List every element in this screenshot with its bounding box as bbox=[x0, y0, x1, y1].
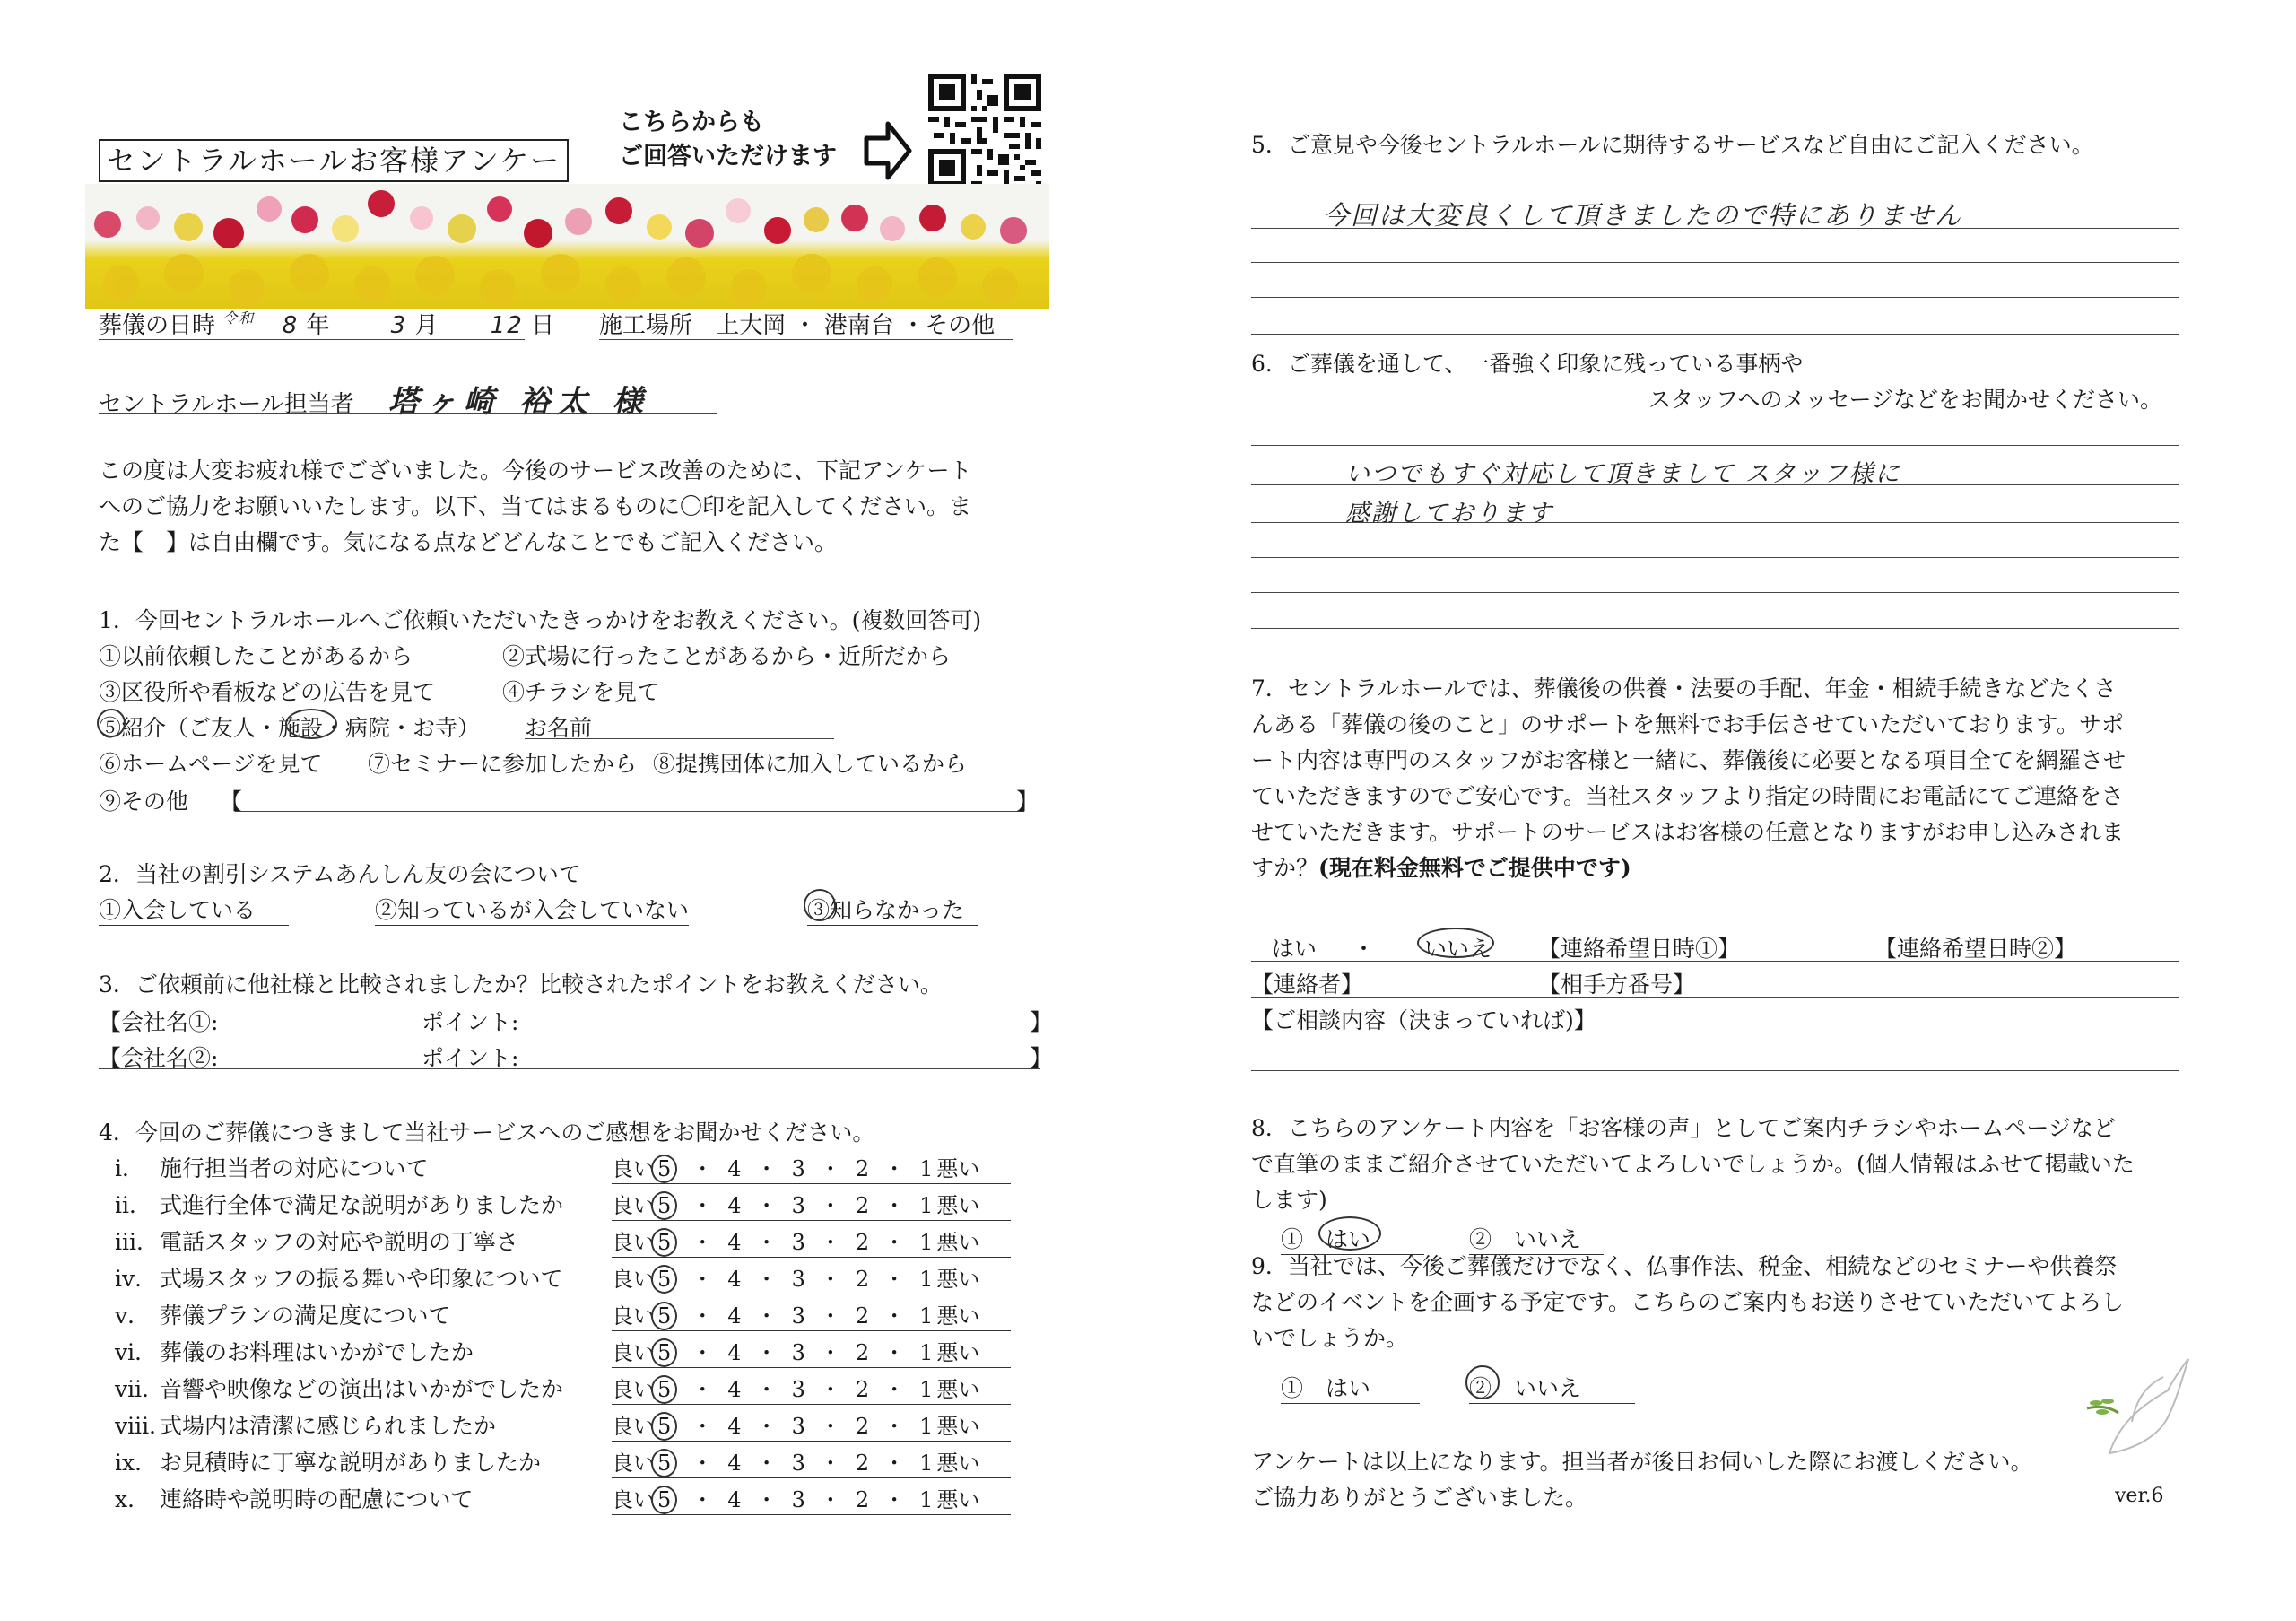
rating-option-1[interactable]: 1 bbox=[919, 1377, 934, 1402]
funeral-date-month[interactable]: 3 bbox=[390, 312, 408, 339]
q9-line: 9．当社では、今後ご葬儀だけでなく、仏事作法、税金、相続などのセミナーや供養祭 bbox=[1251, 1253, 2118, 1279]
rating-separator: ・ bbox=[755, 1377, 778, 1402]
q4-rating-scale bbox=[612, 1151, 1011, 1184]
rating-option-4[interactable]: 4 bbox=[727, 1414, 742, 1439]
rating-separator: ・ bbox=[691, 1451, 714, 1476]
intro-line: この度は大変お疲れ様でございました。今後のサービス改善のために、下記アンケート bbox=[99, 458, 972, 484]
rating-option-2[interactable]: 2 bbox=[855, 1340, 870, 1365]
q7-line: ート内容は専門のスタッフがお客様と一緒に、葬儀後に必要となる項目全てを網羅させ bbox=[1251, 747, 2126, 773]
q2-option-3[interactable]: ③知らなかった bbox=[807, 893, 978, 926]
arrow-right-icon bbox=[863, 118, 913, 183]
rating-bad-label: 悪い bbox=[936, 1414, 980, 1439]
q7-text bbox=[1251, 671, 2126, 886]
rating-option-1[interactable]: 1 bbox=[919, 1303, 934, 1329]
funeral-date-day[interactable]: 12 bbox=[490, 312, 524, 339]
rating-separator: ・ bbox=[883, 1193, 906, 1218]
rating-option-3[interactable]: 3 bbox=[791, 1267, 805, 1292]
venue-options[interactable]: 上大岡 ・ 港南台 ・その他 bbox=[716, 312, 996, 339]
q7-consult[interactable]: 【ご相談内容（決まっていれば)】 bbox=[1251, 1007, 1596, 1033]
rating-separator: ・ bbox=[755, 1193, 778, 1218]
q4-item-number: iii． bbox=[115, 1229, 159, 1255]
rating-separator: ・ bbox=[819, 1193, 841, 1218]
rating-good-label: 良い bbox=[612, 1340, 655, 1365]
rating-option-1[interactable]: 1 bbox=[919, 1340, 934, 1365]
rating-separator: ・ bbox=[755, 1487, 778, 1512]
rating-separator: ・ bbox=[691, 1193, 714, 1218]
q4-item-text: 施行担当者の対応について bbox=[160, 1155, 429, 1181]
q4-rating-scale bbox=[612, 1261, 1011, 1294]
q6-answer-line-1[interactable]: いつでもすぐ対応して頂きまして スタッフ様に bbox=[1345, 460, 1901, 488]
rating-separator: ・ bbox=[755, 1451, 778, 1476]
q8-line: 8．こちらのアンケート内容を「お客様の声」としてご案内チラシやホームページなど bbox=[1251, 1115, 2116, 1141]
closing-line-1: アンケートは以上になります。担当者が後日お伺いした際にお渡しください。 bbox=[1251, 1449, 2033, 1475]
q4-rating-scale bbox=[612, 1224, 1011, 1258]
rating-option-2[interactable]: 2 bbox=[855, 1451, 870, 1476]
closing-line-2: ご協力ありがとうございました。 bbox=[1251, 1485, 1588, 1511]
q4-item-number: ii． bbox=[115, 1192, 152, 1218]
rating-separator: ・ bbox=[691, 1487, 714, 1512]
rating-option-3[interactable]: 3 bbox=[791, 1340, 805, 1365]
q4-item-text: 音響や映像などの演出はいかがでしたか bbox=[160, 1376, 564, 1402]
q3-point-2[interactable]: ポイント: bbox=[422, 1045, 519, 1071]
q5-title: 5．ご意見や今後セントラルホールに期待するサービスなど自由にご記入ください。 bbox=[1251, 132, 2094, 158]
rating-good-label: 良い bbox=[612, 1451, 655, 1476]
rating-separator: ・ bbox=[819, 1414, 841, 1439]
rating-option-4[interactable]: 4 bbox=[727, 1451, 742, 1476]
q8-line: します) bbox=[1251, 1187, 1327, 1213]
rating-option-4[interactable]: 4 bbox=[727, 1377, 742, 1402]
rating-option-1[interactable]: 1 bbox=[919, 1451, 934, 1476]
rating-option-4[interactable]: 4 bbox=[727, 1193, 742, 1218]
rating-option-2[interactable]: 2 bbox=[855, 1156, 870, 1181]
rating-option-4[interactable]: 4 bbox=[727, 1487, 742, 1512]
staff-name[interactable]: 塔ヶ崎 裕太 様 bbox=[387, 384, 650, 420]
rating-separator: ・ bbox=[819, 1487, 841, 1512]
q1-option-6[interactable]: ⑥ホームページを見て bbox=[99, 751, 323, 777]
rating-separator: ・ bbox=[883, 1230, 906, 1255]
q4-rating-scale bbox=[612, 1298, 1011, 1331]
q4-item-number: v． bbox=[115, 1303, 151, 1329]
rating-separator: ・ bbox=[755, 1340, 778, 1365]
rating-separator: ・ bbox=[819, 1340, 841, 1365]
q7-yes[interactable]: はい bbox=[1272, 936, 1318, 962]
rating-separator: ・ bbox=[883, 1340, 906, 1365]
rating-option-4[interactable]: 4 bbox=[727, 1267, 742, 1292]
rating-option-1[interactable]: 1 bbox=[919, 1414, 934, 1439]
q4-item-text: 葬儀プランの満足度について bbox=[160, 1303, 451, 1329]
rating-option-1[interactable]: 1 bbox=[919, 1230, 934, 1255]
q8-yes[interactable]: ① はい bbox=[1281, 1222, 1424, 1255]
rating-separator: ・ bbox=[883, 1487, 906, 1512]
q3-close-1: 】 bbox=[1030, 1009, 1053, 1035]
rating-option-5[interactable]: 5 bbox=[651, 1375, 677, 1404]
staff-row bbox=[99, 377, 650, 421]
rating-option-2[interactable]: 2 bbox=[855, 1193, 870, 1218]
rating-separator: ・ bbox=[819, 1451, 841, 1476]
rating-separator: ・ bbox=[883, 1303, 906, 1329]
q4-item-number: iv． bbox=[115, 1266, 158, 1292]
survey-title: セントラルホールお客様アンケー bbox=[99, 139, 569, 182]
q2-title: 2．当社の割引システムあんしん友の会について bbox=[99, 861, 581, 887]
rating-option-5[interactable]: 5 bbox=[651, 1228, 677, 1257]
q3-title: 3．ご依頼前に他社様と比較されましたか？比較されたポイントをお教えください。 bbox=[99, 972, 943, 998]
rating-bad-label: 悪い bbox=[936, 1156, 980, 1181]
q7-partner-number[interactable]: 【相手方番号】 bbox=[1538, 972, 1696, 998]
q4-item-number: viii． bbox=[115, 1413, 172, 1439]
q8-no[interactable]: ② いいえ bbox=[1469, 1222, 1604, 1255]
rating-separator: ・ bbox=[883, 1156, 906, 1181]
q2-option-3-circle bbox=[804, 889, 836, 921]
rating-option-3[interactable]: 3 bbox=[791, 1451, 805, 1476]
rating-option-3[interactable]: 3 bbox=[791, 1487, 805, 1512]
rating-option-3[interactable]: 3 bbox=[791, 1414, 805, 1439]
q4-item-number: ix． bbox=[115, 1450, 158, 1476]
q8-yes-circle bbox=[1318, 1216, 1381, 1251]
intro-line: へのご協力をお願いいたします。以下、当てはまるものに〇印を記入してください。ま bbox=[99, 493, 972, 519]
rating-option-2[interactable]: 2 bbox=[855, 1303, 870, 1329]
rating-good-label: 良い bbox=[612, 1487, 655, 1512]
funeral-date-year-unit: 年 bbox=[306, 312, 330, 339]
rating-separator: ・ bbox=[755, 1414, 778, 1439]
rating-separator: ・ bbox=[755, 1230, 778, 1255]
rating-option-1[interactable]: 1 bbox=[919, 1487, 934, 1512]
q4-item-number: x． bbox=[115, 1486, 151, 1512]
funeral-date-year[interactable]: 8 bbox=[282, 312, 300, 339]
q7-contact-time-1[interactable]: 【連絡希望日時①】 bbox=[1538, 936, 1741, 962]
q4-item-number: vii． bbox=[115, 1376, 165, 1402]
rating-option-1[interactable]: 1 bbox=[919, 1156, 934, 1181]
rating-separator: ・ bbox=[819, 1156, 841, 1181]
rating-separator: ・ bbox=[691, 1303, 714, 1329]
q8-text bbox=[1251, 1111, 2135, 1218]
rating-option-2[interactable]: 2 bbox=[855, 1267, 870, 1292]
q9-line: いでしょうか。 bbox=[1251, 1325, 1409, 1351]
q9-no[interactable]: ② いいえ bbox=[1469, 1371, 1635, 1404]
q7-line: ていただきますのでご安心です。当社スタッフより指定の時間にお電話にてご連絡をさ bbox=[1251, 783, 2125, 809]
q9-no-circle bbox=[1465, 1365, 1500, 1399]
rating-good-label: 良い bbox=[612, 1230, 655, 1255]
q1-option-2[interactable]: ②式場に行ったことがあるから・近所だから bbox=[502, 643, 952, 669]
q7-contact-time-2[interactable]: 【連絡希望日時②】 bbox=[1874, 936, 2077, 962]
rating-good-label: 良い bbox=[612, 1267, 655, 1292]
q4-rating-scale bbox=[612, 1408, 1011, 1442]
rating-separator: ・ bbox=[883, 1451, 906, 1476]
rating-separator: ・ bbox=[819, 1267, 841, 1292]
q1-option-8[interactable]: ⑧提携団体に加入しているから bbox=[653, 751, 968, 777]
qr-code[interactable] bbox=[924, 74, 1046, 187]
rating-option-2[interactable]: 2 bbox=[855, 1377, 870, 1402]
funeral-date-day-unit: 日 bbox=[531, 312, 555, 339]
rating-option-5[interactable]: 5 bbox=[651, 1265, 677, 1294]
rating-bad-label: 悪い bbox=[936, 1451, 980, 1476]
rating-option-4[interactable]: 4 bbox=[727, 1156, 742, 1181]
q4-item-text: 電話スタッフの対応や説明の丁寧さ bbox=[160, 1229, 519, 1255]
venue-row bbox=[599, 307, 995, 340]
qr-label-line-2: ご回答いただけます bbox=[619, 143, 837, 170]
rating-separator: ・ bbox=[755, 1156, 778, 1181]
rating-separator: ・ bbox=[755, 1267, 778, 1292]
q3-close-2: 】 bbox=[1030, 1045, 1053, 1071]
funeral-date-era: 令和 bbox=[222, 309, 256, 327]
rating-option-4[interactable]: 4 bbox=[727, 1340, 742, 1365]
q7-last-line: すか？ bbox=[1251, 855, 1319, 881]
q1-name-label: お名前 bbox=[525, 715, 593, 741]
q4-item-number: i． bbox=[115, 1155, 144, 1181]
q9-text bbox=[1251, 1249, 2124, 1356]
q4-item-number: vi． bbox=[115, 1339, 158, 1365]
rating-separator: ・ bbox=[691, 1267, 714, 1292]
rating-option-5[interactable]: 5 bbox=[651, 1486, 677, 1514]
rating-option-1[interactable]: 1 bbox=[919, 1267, 934, 1292]
qr-label bbox=[619, 106, 837, 174]
q1-option-4[interactable]: ④チラシを見て bbox=[502, 679, 660, 705]
rating-option-3[interactable]: 3 bbox=[791, 1156, 805, 1181]
q4-item-text: 式場内は清潔に感じられましたか bbox=[160, 1413, 497, 1439]
rating-option-5[interactable]: 5 bbox=[651, 1338, 677, 1367]
rating-bad-label: 悪い bbox=[936, 1377, 980, 1402]
rating-option-5[interactable]: 5 bbox=[651, 1449, 677, 1477]
rating-good-label: 良い bbox=[612, 1156, 655, 1181]
rating-separator: ・ bbox=[691, 1340, 714, 1365]
q4-item-text: 葬儀のお料理はいかがでしたか bbox=[160, 1339, 474, 1365]
q1-option-7[interactable]: ⑦セミナーに参加したから bbox=[368, 751, 638, 777]
rating-option-5[interactable]: 5 bbox=[651, 1412, 677, 1441]
rating-separator: ・ bbox=[883, 1414, 906, 1439]
rating-separator: ・ bbox=[755, 1303, 778, 1329]
q4-rating-scale bbox=[612, 1188, 1011, 1221]
rating-option-3[interactable]: 3 bbox=[791, 1193, 805, 1218]
q4-item-text: 連絡時や説明時の配慮について bbox=[160, 1486, 474, 1512]
qr-label-line-1: こちらからも bbox=[619, 109, 764, 136]
q1-title: 1．今回セントラルホールへご依頼いただいたきっかけをお教えください。(複数回答可) bbox=[99, 607, 982, 633]
funeral-date-row bbox=[99, 307, 554, 340]
q7-contact-person[interactable]: 【連絡者】 bbox=[1251, 972, 1364, 998]
q7-dot: ・ bbox=[1352, 936, 1376, 962]
rating-bad-label: 悪い bbox=[936, 1487, 980, 1512]
rating-option-4[interactable]: 4 bbox=[727, 1230, 742, 1255]
q7-line: んある「葬儀の後のこと」のサポートを無料でお手伝させていただいております。サポ bbox=[1251, 711, 2125, 737]
q4-item-text: 式場スタッフの振る舞いや印象について bbox=[160, 1266, 563, 1292]
rating-bad-label: 悪い bbox=[936, 1340, 980, 1365]
rating-option-4[interactable]: 4 bbox=[727, 1303, 742, 1329]
q6-title-2: スタッフへのメッセージなどをお聞かせください。 bbox=[1648, 387, 2163, 413]
version-label: ver.6 bbox=[2115, 1485, 2164, 1507]
q1-other-close: 】 bbox=[1016, 789, 1039, 815]
funeral-date-month-unit: 月 bbox=[414, 312, 439, 339]
rating-separator: ・ bbox=[819, 1230, 841, 1255]
q1-facility-circle bbox=[285, 709, 337, 739]
rating-separator: ・ bbox=[691, 1156, 714, 1181]
rating-option-3[interactable]: 3 bbox=[791, 1230, 805, 1255]
rating-option-5[interactable]: 5 bbox=[651, 1302, 677, 1330]
rating-separator: ・ bbox=[819, 1377, 841, 1402]
q4-rating-scale bbox=[612, 1372, 1011, 1405]
q4-rating-scale bbox=[612, 1482, 1011, 1515]
rating-separator: ・ bbox=[883, 1267, 906, 1292]
rating-good-label: 良い bbox=[612, 1303, 655, 1329]
rating-bad-label: 悪い bbox=[936, 1193, 980, 1218]
rating-separator: ・ bbox=[691, 1230, 714, 1255]
rating-option-1[interactable]: 1 bbox=[919, 1193, 934, 1218]
q7-line: 7．セントラルホールでは、葬儀後の供養・法要の手配、年金・相続手続きなどたくさ bbox=[1251, 675, 2117, 702]
rating-separator: ・ bbox=[883, 1377, 906, 1402]
venue-label: 施工場所 bbox=[599, 312, 693, 339]
rating-option-3[interactable]: 3 bbox=[791, 1303, 805, 1329]
q4-item-text: お見積時に丁寧な説明がありましたか bbox=[160, 1450, 542, 1476]
q3-company-1[interactable]: 【会社名①: bbox=[99, 1009, 219, 1035]
q4-rating-scale bbox=[612, 1335, 1011, 1368]
rating-option-5[interactable]: 5 bbox=[651, 1155, 677, 1183]
q4-item-text: 式進行全体で満足な説明がありましたか bbox=[160, 1192, 564, 1218]
q7-line bbox=[1251, 850, 2126, 886]
dove-icon bbox=[2083, 1355, 2190, 1471]
q9-line: などのイベントを企画する予定です。こちらのご案内もお送りさせていただいてよろし bbox=[1251, 1289, 2125, 1315]
rating-option-3[interactable]: 3 bbox=[791, 1377, 805, 1402]
flower-illustration bbox=[85, 184, 1049, 309]
q7-free-note: (現在料金無料でご提供中です) bbox=[1318, 855, 1631, 881]
q4-title: 4．今回のご葬儀につきまして当社サービスへのご感想をお聞かせください。 bbox=[99, 1120, 875, 1146]
intro-text bbox=[99, 453, 972, 561]
flower-banner bbox=[85, 184, 1049, 309]
q1-other-open: 【 bbox=[220, 789, 243, 815]
q1-option-9[interactable]: ⑨その他 bbox=[99, 789, 189, 815]
q3-company-2[interactable]: 【会社名②: bbox=[99, 1045, 219, 1071]
q1-option-5-circle bbox=[97, 709, 126, 737]
rating-separator: ・ bbox=[691, 1414, 714, 1439]
rating-option-2[interactable]: 2 bbox=[855, 1487, 870, 1512]
funeral-date-label: 葬儀の日時 bbox=[99, 312, 216, 339]
rating-good-label: 良い bbox=[612, 1377, 655, 1402]
rating-separator: ・ bbox=[819, 1303, 841, 1329]
staff-label: セントラルホール担当者 bbox=[99, 391, 354, 418]
q4-rating-scale bbox=[612, 1445, 1011, 1478]
rating-separator: ・ bbox=[691, 1377, 714, 1402]
rating-good-label: 良い bbox=[612, 1193, 655, 1218]
rating-bad-label: 悪い bbox=[936, 1230, 980, 1255]
rating-bad-label: 悪い bbox=[936, 1303, 980, 1329]
rating-option-2[interactable]: 2 bbox=[855, 1414, 870, 1439]
rating-option-5[interactable]: 5 bbox=[651, 1191, 677, 1220]
q7-line: せていただきます。サポートのサービスはお客様の任意となりますがお申し込みされま bbox=[1251, 819, 2125, 845]
q2-option-2[interactable]: ②知っているが入会していない bbox=[375, 893, 689, 926]
q7-no-circle bbox=[1417, 928, 1494, 958]
intro-line: た【 】は自由欄です。気になる点などどんなことでもご記入ください。 bbox=[99, 529, 838, 555]
q6-title-1: 6．ご葬儀を通して、一番強く印象に残っている事柄や bbox=[1251, 351, 1804, 377]
rating-bad-label: 悪い bbox=[936, 1267, 980, 1292]
q1-option-3[interactable]: ③区役所や看板などの広告を見て bbox=[99, 679, 436, 705]
rating-option-2[interactable]: 2 bbox=[855, 1230, 870, 1255]
q1-option-5[interactable]: ⑤紹介（ご友人・施設・病院・お寺） bbox=[99, 715, 481, 741]
q9-yes[interactable]: ① はい bbox=[1281, 1371, 1420, 1404]
q1-option-1[interactable]: ①以前依頼したことがあるから bbox=[99, 643, 413, 669]
q3-point-1[interactable]: ポイント: bbox=[422, 1009, 519, 1035]
rating-good-label: 良い bbox=[612, 1414, 655, 1439]
q7-no[interactable]: いいえ bbox=[1424, 936, 1492, 962]
q6-answer-line-2[interactable]: 感謝しております bbox=[1345, 500, 1553, 527]
q2-option-1[interactable]: ①入会している bbox=[99, 893, 289, 926]
q8-line: で直筆のままご紹介させていただいてよろしいでしょうか。(個人情報はふせて掲載いた bbox=[1251, 1151, 2135, 1177]
q5-answer[interactable]: 今回は大変良くして頂きましたので特にありません bbox=[1323, 200, 1963, 231]
